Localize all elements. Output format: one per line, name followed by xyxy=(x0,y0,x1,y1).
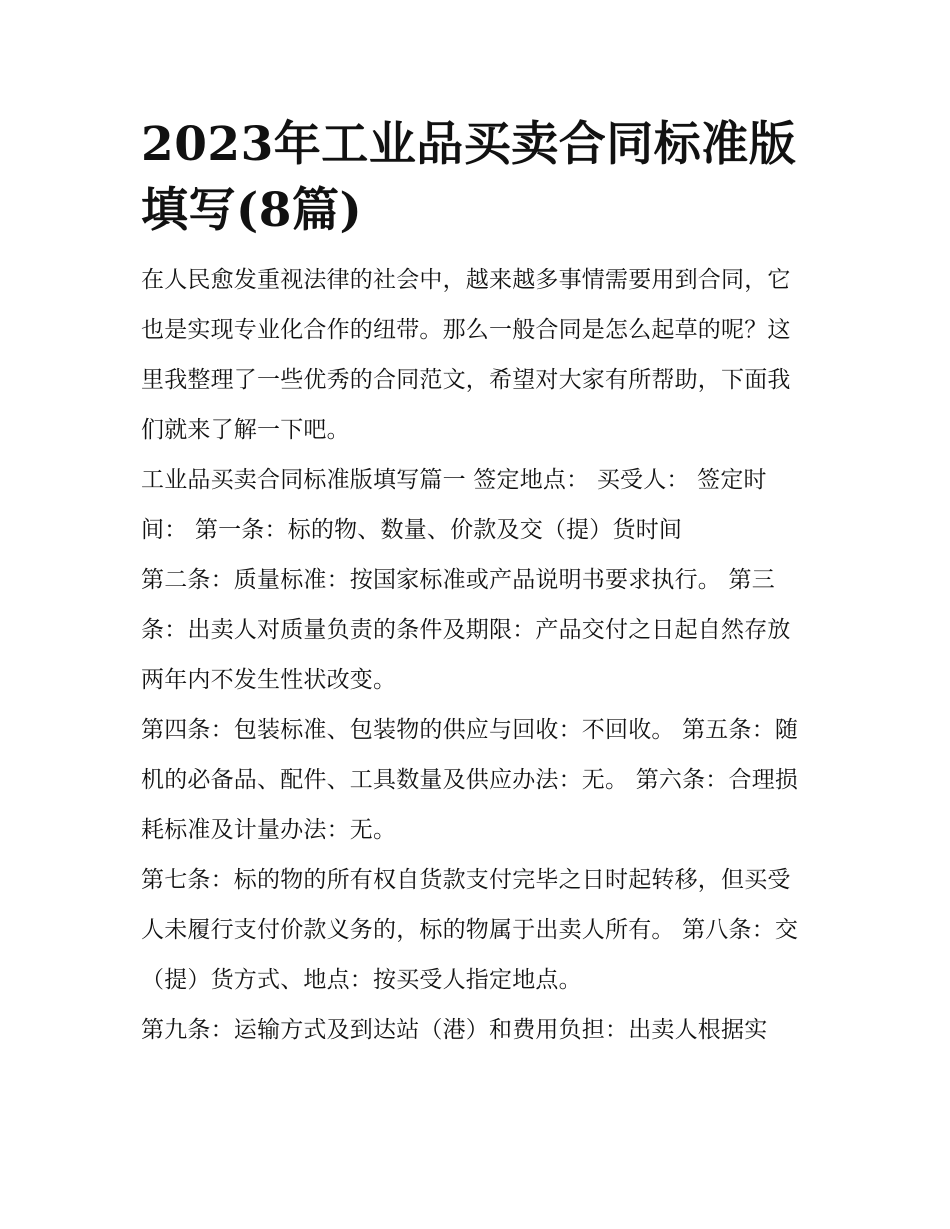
document-body xyxy=(141,112,813,1055)
contract-paragraph-5: 第九条：运输方式及到达站（港）和费用负担：出卖人根据实 xyxy=(141,1017,768,1043)
intro-paragraph: 在人民愈发重视法律的社会中，越来越多事情需要用到合同，它也是实现专业化合作的纽带。那么一般合同是怎么起草的呢？这里我整理了一些优秀的合同范文，希望对大家有所帮助，下面我们就来了解一下吧。 xyxy=(141,267,791,443)
contract-paragraph-3: 第四条：包装标准、包装物的供应与回收：不回收。 第五条：随机的必备品、配件、工具数量及供应办法：无。 第六条：合理损耗标准及计量办法：无。 xyxy=(141,717,799,843)
contract-paragraph-4: 第七条：标的物的所有权自货款支付完毕之日时起转移，但买受人未履行支付价款义务的，标的物属于出卖人所有。 第八条：交（提）货方式、地点：按买受人指定地点。 xyxy=(141,867,799,993)
contract-paragraph-1: 工业品买卖合同标准版填写篇一 签定地点： 买受人： 签定时间： 第一条：标的物、数量、价款及交（提）货时间 xyxy=(141,467,767,543)
document-title: 2023年工业品买卖合同标准版填写(8篇) xyxy=(141,117,797,238)
contract-paragraph-2: 第二条：质量标准：按国家标准或产品说明书要求执行。 第三条：出卖人对质量负责的条件及期限：产品交付之日起自然存放两年内不发生性状改变。 xyxy=(141,567,791,693)
